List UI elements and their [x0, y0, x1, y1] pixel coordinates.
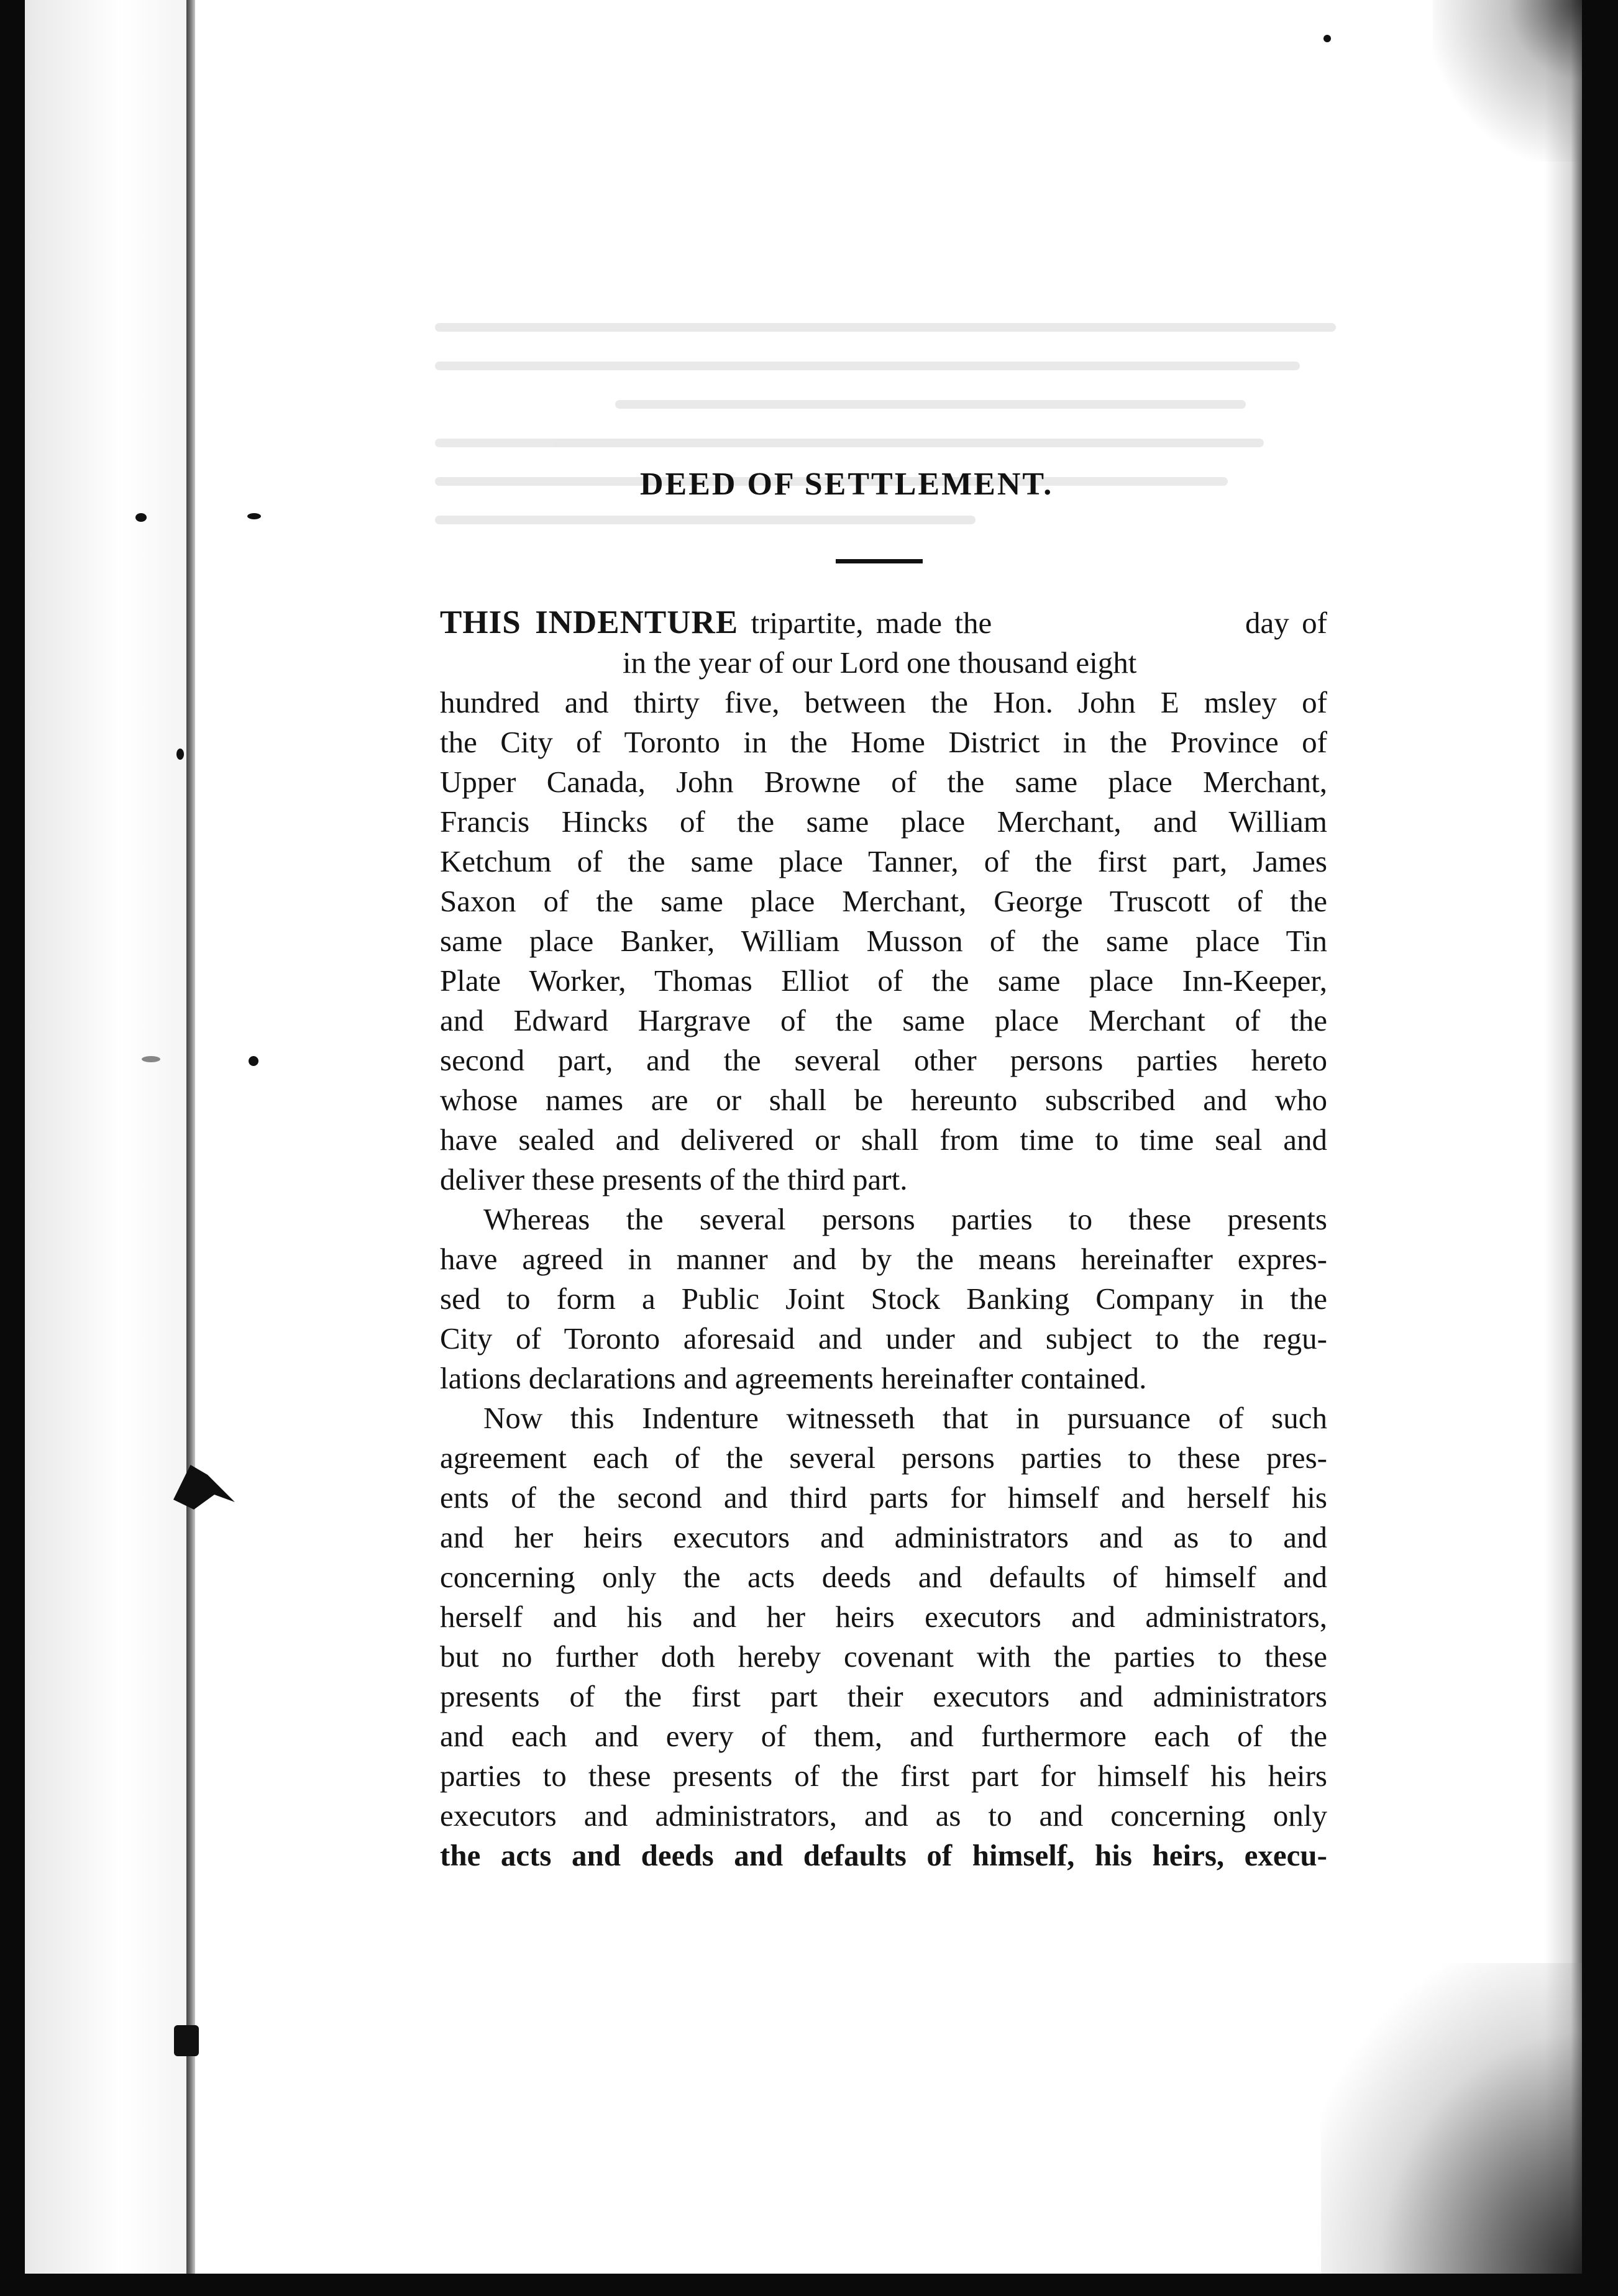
bottom-corner-stain: [1321, 1963, 1582, 2274]
text-line: the City of Toronto in the Home District in the Province of: [440, 725, 1327, 759]
text-line: same place Banker, William Musson of the same place Tin: [440, 924, 1327, 958]
binding-hole-mark: [247, 513, 261, 519]
text-line: Plate Worker, Thomas Elliot of the same place Inn-Keeper,: [440, 964, 1327, 998]
top-corner-stain: [1433, 0, 1582, 162]
text-line: Now this Indenture witnesseth that in pursuance of such: [483, 1401, 1327, 1435]
right-page-shadow: [1545, 0, 1582, 2296]
text-line: sed to form a Public Joint Stock Banking Company in the: [440, 1282, 1327, 1316]
left-scan-border: [0, 0, 25, 2296]
text-line: concerning only the acts deeds and defaults of himself and: [440, 1560, 1327, 1594]
text-line: second part, and the several other persons parties hereto: [440, 1043, 1327, 1077]
binding-edge: [186, 0, 195, 2296]
text-line: Saxon of the same place Merchant, George Truscott of the: [440, 884, 1327, 918]
text-line: and each and every of them, and furthermore each of the: [440, 1719, 1327, 1753]
text-line: Upper Canada, John Browne of the same place Merchant,: [440, 765, 1327, 799]
text-line: and Edward Hargrave of the same place Merchant of the: [440, 1003, 1327, 1037]
paragraph-indenture: [440, 603, 1327, 1200]
text-line: lations declarations and agreements hereinafter contained.: [440, 1361, 1147, 1395]
bottom-scan-border: [0, 2274, 1618, 2296]
text-line: Francis Hincks of the same place Merchant, and William: [440, 804, 1327, 839]
text-line-rest: tripartite, made the day of: [738, 606, 1327, 640]
text-line: whose names are or shall be hereunto subscribed and who: [440, 1083, 1327, 1117]
page-title: DEED OF SETTLEMENT.: [640, 467, 1054, 502]
text-line: Ketchum of the same place Tanner, of the first part, James: [440, 844, 1327, 878]
lead-words: THIS INDENTURE: [440, 604, 739, 640]
right-scan-border: [1582, 0, 1618, 2296]
binding-hole-mark: [249, 1056, 258, 1066]
text-line: the acts and deeds and defaults of himself, his heirs, execu-: [440, 1838, 1327, 1872]
text-line: [440, 603, 1327, 643]
text-line: presents of the first part their executors and administrators: [440, 1679, 1327, 1713]
text-line: deliver these presents of the third part.: [440, 1162, 908, 1196]
binding-hole-mark: [176, 749, 184, 760]
deed-body: [440, 603, 1327, 1875]
text-line: have agreed in manner and by the means hereinafter expres-: [440, 1242, 1327, 1276]
text-line: executors and administrators, and as to and concerning only: [440, 1798, 1327, 1833]
text-line: but no further doth hereby covenant with the parties to these: [440, 1639, 1327, 1674]
text-line: hundred and thirty five, between the Hon. John E msley of: [440, 685, 1327, 719]
binding-shadow: [25, 0, 186, 2296]
binding-hole-mark: [142, 1056, 160, 1062]
text-line: parties to these presents of the first part for himself his heirs: [440, 1759, 1327, 1793]
binding-hole-mark: [174, 2025, 199, 2056]
text-line: have sealed and delivered or shall from time to time seal and: [440, 1123, 1327, 1157]
text-line: in the year of our Lord one thousand eight: [440, 645, 1137, 680]
binding-hole-mark: [1323, 35, 1331, 42]
title-rule: [836, 559, 923, 563]
text-line: City of Toronto aforesaid and under and subject to the regu-: [440, 1321, 1327, 1355]
text-line: and her heirs executors and administrators and as to and: [440, 1520, 1327, 1554]
text-line: ents of the second and third parts for himself and herself his: [440, 1480, 1327, 1515]
paragraph-whereas: [440, 1200, 1327, 1398]
text-line: Whereas the several persons parties to these presents: [483, 1202, 1327, 1236]
text-line: agreement each of the several persons parties to these pres-: [440, 1441, 1327, 1475]
paragraph-witnesseth: [440, 1398, 1327, 1875]
binding-hole-mark: [135, 513, 147, 522]
text-line: herself and his and her heirs executors and administrators,: [440, 1600, 1327, 1634]
